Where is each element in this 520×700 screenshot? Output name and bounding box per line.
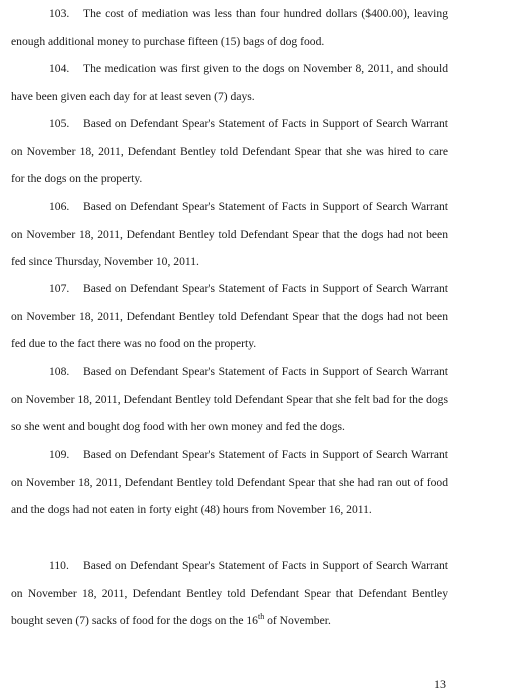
paragraph-108	[11, 358, 448, 441]
ordinal-superscript: th	[257, 612, 265, 622]
paragraph-104	[11, 55, 448, 110]
paragraph-103	[11, 0, 448, 55]
paragraph-text: The cost of mediation was less than four hundred dollars ($400.00), leaving enough additional money to purchase fifteen (15) bags of dog food.	[11, 7, 448, 48]
paragraph-number: 108.	[49, 365, 70, 378]
paragraph-number: 109.	[49, 448, 70, 461]
paragraph-text: Based on Defendant Spear's Statement of Facts in Support of Search Warrant on November 18, 2011, Defendant Bentley told Defendant Spear that Defendant Bentley bought seven (7) sacks of food for the dogs on the 16	[11, 559, 448, 628]
paragraph-text: Based on Defendant Spear's Statement of Facts in Support of Search Warrant on November 18, 2011, Defendant Bentley told Defendant Spear that she had ran out of food and the dogs had not eaten in forty eight (48) hours from November 16, 2011.	[11, 448, 448, 517]
paragraph-number: 107.	[49, 282, 70, 295]
paragraph-text: Based on Defendant Spear's Statement of Facts in Support of Search Warrant on November 18, 2011, Defendant Bentley told Defendant Spear that the dogs had not been fed due to the fact there was no food on the property.	[11, 282, 448, 351]
paragraph-number: 110.	[49, 559, 69, 572]
paragraph-number: 105.	[49, 117, 70, 130]
paragraph-text: Based on Defendant Spear's Statement of Facts in Support of Search Warrant on November 18, 2011, Defendant Bentley told Defendant Spear that she felt bad for the dogs so she went and bought dog food with her own money and fed the dogs.	[11, 365, 448, 434]
paragraph-number: 104.	[49, 62, 70, 75]
paragraph-107	[11, 275, 448, 358]
paragraph-number: 106.	[49, 200, 70, 213]
paragraph-105	[11, 110, 448, 193]
paragraph-106	[11, 193, 448, 276]
paragraph-text-end: of November.	[264, 614, 331, 628]
paragraph-text: Based on Defendant Spear's Statement of Facts in Support of Search Warrant on November 18, 2011, Defendant Bentley told Defendant Spear that the dogs had not been fed since Thursday, November 10, 2011.	[11, 200, 448, 269]
paragraph-109	[11, 441, 448, 524]
page-number: 13	[434, 677, 446, 691]
paragraph-text: Based on Defendant Spear's Statement of Facts in Support of Search Warrant on November 18, 2011, Defendant Bentley told Defendant Spear that she was hired to care for the dogs on the property.	[11, 117, 448, 186]
paragraph-text: The medication was first given to the dogs on November 8, 2011, and should have been given each day for at least seven (7) days.	[11, 62, 448, 103]
paragraph-number: 103.	[49, 7, 70, 20]
paragraph-110	[11, 552, 448, 635]
